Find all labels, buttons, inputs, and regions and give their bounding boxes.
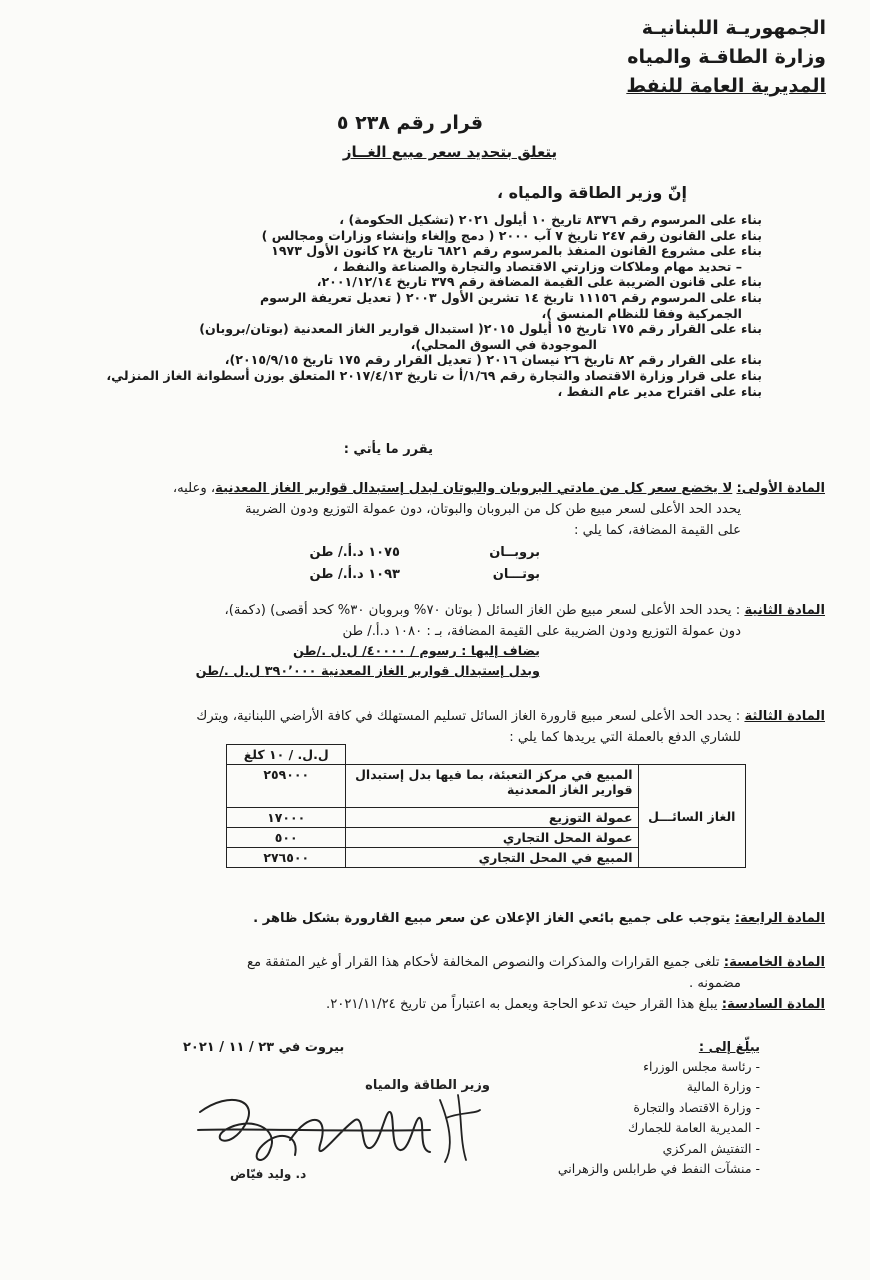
- article-1-line2: يحدد الحد الأعلى لسعر مبيع طن كل من البروبان والبوتان، دون عمولة التوزيع ودون الضريبة: [245, 502, 741, 517]
- preamble-line: بناء على اقتراح مدير عام النفط ،: [557, 383, 762, 399]
- preamble: [106, 212, 762, 399]
- table-header-row: [227, 745, 746, 765]
- distribution-list: [557, 1040, 760, 1179]
- article-4-text: يتوجب على جميع بائعي الغاز الإعلان عن سعر مبيع القارورة بشكل ظاهر .: [253, 911, 731, 926]
- list-item: - وزارة الاقتصاد والتجارة: [580, 1098, 760, 1118]
- table-blank-cell: [638, 745, 745, 765]
- distribution-title: يبلّغ إلى :: [698, 1040, 760, 1055]
- table-row-value: ٥٠٠: [227, 828, 346, 848]
- price-row: [290, 545, 540, 567]
- article-4-label: المادة الرابعة:: [734, 911, 825, 926]
- article-3-line1: : يحدد الحد الأعلى لسعر مبيع قارورة الغاز السائل تسليم المستهلك في كافة الأراضي اللبنانية، ويترك: [196, 709, 741, 724]
- signature-name: د. وليد فيّاض: [230, 1167, 307, 1181]
- preamble-line: الجمركية وفقا للنظام المنسق )،: [541, 305, 742, 321]
- article-1-label: المادة الأولى:: [736, 481, 825, 496]
- article-6: [35, 994, 825, 1015]
- article-6-text: يبلغ هذا القرار حيث تدعو الحاجة ويعمل به اعتباراً من تاريخ ٢٠٢١/١١/٢٤.: [325, 997, 718, 1012]
- article-5-text2: مضمونه .: [688, 976, 741, 991]
- price-product: بوتـــان: [492, 567, 540, 582]
- place-date: بيروت في ٢٣ / ١١ / ٢٠٢١: [183, 1040, 345, 1055]
- article-2: [35, 600, 825, 642]
- preamble-line: بناء على المرسوم رقم ٨٣٧٦ تاريخ ١٠ أيلول ٢٠٢١ (تشكيل الحكومة) ،: [339, 212, 762, 227]
- preamble-line: بناء على قانون الضريبة على القيمة المضافة رقم ٣٧٩ تاريخ ٢٠٠١/١٢/١٤،: [316, 274, 762, 290]
- list-item: - رئاسة مجلس الوزراء: [580, 1057, 760, 1077]
- article-5-text: تلغى جميع القرارات والمذكرات والنصوص المخالفة لأحكام هذا القرار أو غير المتفقة مع: [247, 955, 720, 970]
- preamble-line: بناء على المرسوم رقم ١١١٥٦ تاريخ ١٤ تشرين الأول ٢٠٠٣ ( تعديل تعريفة الرسوم: [259, 289, 762, 305]
- table-row-desc: المبيع في مركز التعبئة، بما فيها بدل إستبدال قوارير الغاز المعدنية: [346, 765, 638, 808]
- list-item: - وزارة المالية: [580, 1077, 760, 1097]
- article-1: [45, 478, 825, 541]
- letterhead-ministry: وزارة الطاقـة والمياه: [627, 46, 826, 68]
- preamble-line: بناء على مشروع القانون المنفذ بالمرسوم رقم ٦٨٢١ تاريخ ٢٨ كانون الأول ١٩٧٣: [271, 243, 762, 259]
- list-item: - منشآت النفط في طرابلس والزهراني: [580, 1159, 760, 1179]
- table-row-value: ٢٥٩٠٠٠: [227, 765, 346, 808]
- article-4: [35, 908, 825, 929]
- decision-subject: يتعلق بتحديد سعر مبيع الغــاز: [342, 143, 558, 161]
- price-table: [226, 744, 746, 868]
- letterhead-republic: الجمهوريـة اللبنانيـة: [641, 17, 826, 39]
- decision-number: قرار رقم ٢٣٨ ٥: [336, 112, 484, 134]
- preamble-line: الموجودة في السوق المحلي)،: [410, 336, 597, 352]
- table-blank-cell: [346, 745, 638, 765]
- article-3-label: المادة الثالثة: [744, 709, 825, 724]
- article-1-tail: ، وعليه،: [172, 481, 216, 496]
- table-row-desc: عمولة التوزيع: [346, 808, 638, 828]
- preamble-line: بناء على القرار رقم ٨٢ تاريخ ٢٦ نيسان ٢٠١٦ ( تعديل القرار رقم ١٧٥ تاريخ ٢٠١٥/٩/١٥)،: [224, 352, 762, 368]
- article-3: [35, 706, 825, 748]
- article-1-lead: لا يخضع سعر كل من مادتي البروبان والبوتان لبدل إستبدال قوارير الغاز المعدنية: [215, 481, 733, 496]
- article-2-line2: دون عمولة التوزيع ودون الضريبة على القيمة المضافة، بـ : ١٠٨٠ د.أ./ طن: [342, 624, 741, 639]
- article-6-label: المادة السادسة:: [721, 997, 825, 1012]
- article-2-fee-1: يضاف إليها : رسوم / ٤٠٠٠٠/ ل.ل ./طن: [292, 644, 540, 659]
- letterhead-directorate: المديرية العامة للنفط: [626, 75, 826, 97]
- table-row-desc: المبيع في المحل التجاري: [346, 848, 638, 868]
- table-row-desc: عمولة المحل التجاري: [346, 828, 638, 848]
- preamble-line: – تحديد مهام وملاكات وزارتي الاقتصاد والتجارة والصناعة والنفط ،: [333, 258, 742, 274]
- signature-title: وزير الطاقة والمياه: [365, 1078, 490, 1093]
- table-row-value: ١٧٠٠٠: [227, 808, 346, 828]
- article-2-line1: : يحدد الحد الأعلى لسعر مبيع طن الغاز السائل ( بوتان ٧٠% وبروبان ٣٠% كحد أقصى) (دكمة)،: [224, 603, 741, 618]
- price-value: ١٠٧٥ د.أ./ طن: [309, 545, 400, 560]
- article-1-prices: [290, 545, 540, 589]
- preamble-line: بناء على القرار رقم ١٧٥ تاريخ ١٥ أيلول ٢٠١٥( استبدال قوارير الغاز المعدنية (بوتان/بروبان): [199, 321, 762, 337]
- price-value: ١٠٩٣ د.أ./ طن: [309, 567, 400, 582]
- list-item: - المديرية العامة للجمارك: [580, 1118, 760, 1138]
- list-item: - التفتيش المركزي: [580, 1139, 760, 1159]
- article-2-fee-2: وبدل إستبدال قوارير الغاز المعدنية ٣٩٠٬٠٠٠ ل.ل ./طن: [195, 664, 540, 679]
- article-2-label: المادة الثانية: [744, 603, 825, 618]
- price-row: [290, 567, 540, 589]
- article-5: [35, 952, 825, 994]
- table-row: [227, 765, 746, 808]
- price-product: بروبــان: [489, 545, 540, 560]
- table-unit-header: ل.ل. / ١٠ كلغ: [227, 745, 346, 765]
- article-3-line2: للشاري الدفع بالعملة التي يريدها كما يلي :: [509, 730, 741, 745]
- minister-intro: إنّ وزير الطاقة والمياه ،: [496, 183, 687, 202]
- preamble-line: بناء على قرار وزارة الاقتصاد والتجارة رقم ١/٦٩/أ ت تاريخ ٢٠١٧/٤/١٣ المتعلق بوزن أسطوانة الغاز المنزلي،: [106, 367, 762, 383]
- article-5-label: المادة الخامسة:: [723, 955, 825, 970]
- table-category: الغاز السائـــل: [638, 765, 745, 868]
- letterhead: [526, 14, 826, 101]
- table-row-value: ٢٧٦٥٠٠: [227, 848, 346, 868]
- preamble-line: بناء على القانون رقم ٢٤٧ تاريخ ٧ آب ٢٠٠٠ ( دمج وإلغاء وإنشاء وزارات ومجالس ): [261, 227, 762, 243]
- decides-heading: يقرر ما يأتي :: [343, 442, 433, 457]
- signature-block: [190, 1070, 490, 1190]
- article-1-line3: على القيمة المضافة، كما يلي :: [574, 523, 741, 538]
